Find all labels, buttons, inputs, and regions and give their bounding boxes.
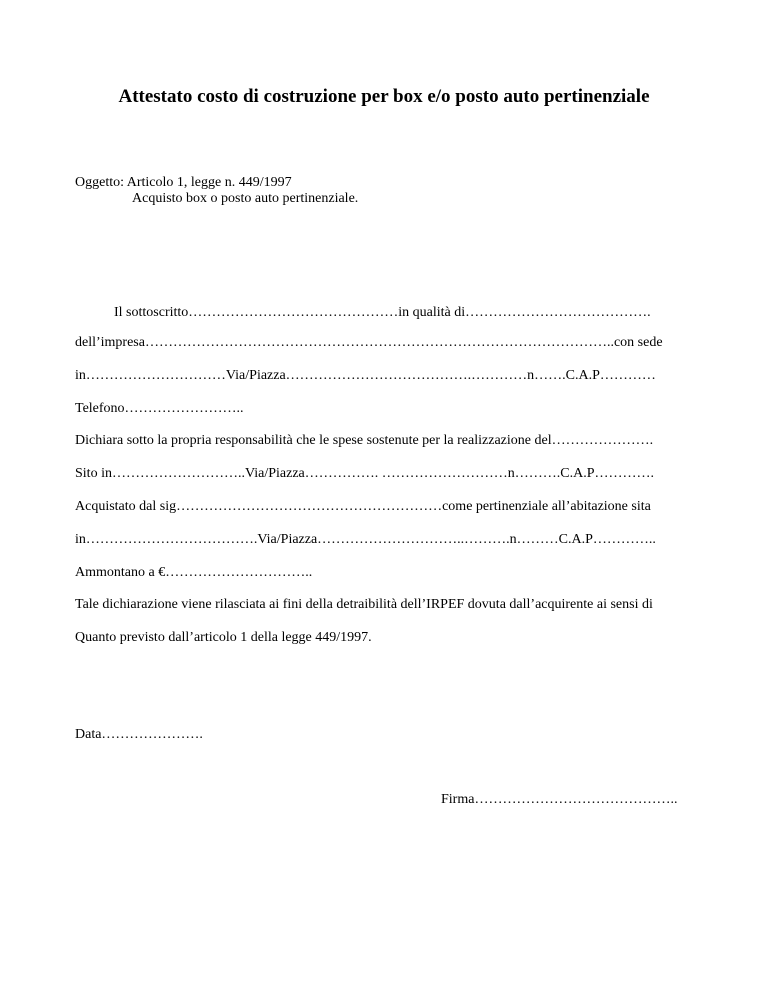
data-line: Data…………………. (75, 727, 203, 742)
legge-reference-line: Quanto previsto dall’articolo 1 della legge 449/1997. (75, 630, 372, 645)
acquistato-line: Acquistato dal sig…………………………………………………come pertinenziale all’abitazione sita (75, 499, 651, 514)
dichiarazione-line: Tale dichiarazione viene rilasciata ai fini della detraibilità dell’IRPEF dovuta dall’acquirente ai sensi di (75, 597, 653, 612)
sottoscritto-line: Il sottoscritto………………………………………in qualità di…………………………………. (114, 305, 651, 320)
sito-in-line: Sito in………………………..Via/Piazza……………. ………………………n……….C.A.P…………. (75, 466, 654, 481)
oggetto-subject: Acquisto box o posto auto pertinenziale. (132, 191, 359, 206)
dichiara-line: Dichiara sotto la propria responsabilità che le spese sostenute per la realizzazione del…………………. (75, 433, 654, 448)
ammontano-line: Ammontano a €………………………….. (75, 565, 313, 580)
abitazione-address-line: in……………………………….Via/Piazza…………………………..……….n………C.A.P………….. (75, 532, 656, 547)
telefono-line: Telefono…………………….. (75, 401, 244, 416)
sede-address-line: in…………………………Via/Piazza………………………………….…………n…….C.A.P………… (75, 368, 656, 383)
firma-line: Firma…………………………………….. (441, 792, 678, 807)
impresa-line: dell’impresa………………………………………………………………………………………..con sede (75, 335, 663, 350)
oggetto-reference: Oggetto: Articolo 1, legge n. 449/1997 (75, 175, 292, 190)
document-title: Attestato costo di costruzione per box e/o posto auto pertinenziale (118, 86, 650, 107)
